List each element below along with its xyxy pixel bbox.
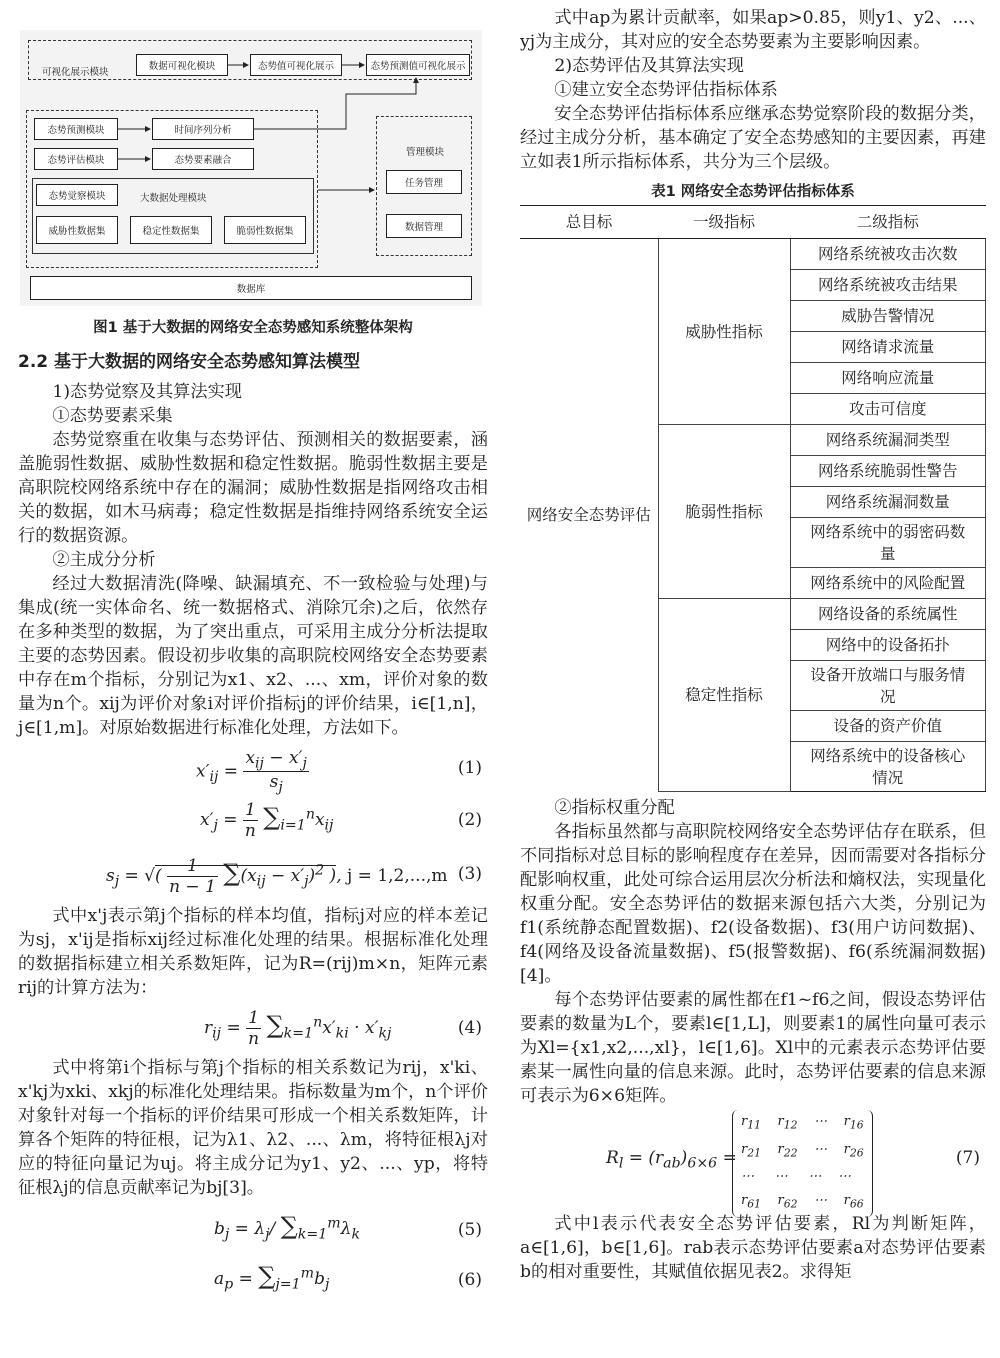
eq-num-1: (1) [457, 758, 482, 778]
predict-vis-box: 态势预测值可视化展示 [366, 54, 470, 76]
value-vis-box: 态势值可视化展示 [250, 54, 342, 76]
para-5: 经过大数据清洗(降噪、缺漏填充、不一致检验与处理)与集成(统一实体命名、统一数据格式、消除冗余)之后，依然存在多种类型的数据，为了突出重点，可采用主成分分析法提取主要的态势因素。假设初步收集的高职院校网络安全态势要素中存在m个指标，分别记为x1、x2、...、xm，评价对象的数量为n个。xij为评价对象i对评价指标j的评价结果，i∈[1,n]，j∈[1,m]。对原始数据进行标准化处理，方法如下。 [18, 574, 488, 738]
task-mgmt-box: 任务管理 [386, 170, 462, 194]
item-cell: 网络系统漏洞数量 [790, 487, 986, 518]
equation-2: $x'_j$ = $\frac{1}{n}$ $\sum_{i=1}^nx_{ij}$ (2) [200, 800, 482, 841]
para-1: 1)态势觉察及其算法实现 [52, 382, 242, 402]
eq-num-2: (2) [457, 810, 482, 830]
eq-num-5: (5) [457, 1220, 482, 1240]
para-6: 式中x'j表示第j个指标的样本均值，指标j对应的样本差记为sj，x'ij是指标xij经过标准化处理的结果。根据标准化处理的数据指标建立相关系数矩阵，记为R=(rij)m×n，矩阵元素rij的计算方法为： [18, 906, 488, 998]
predict-module-box: 态势预测模块 [34, 118, 118, 140]
r-para-2: 2)态势评估及其算法实现 [554, 56, 744, 76]
eq-num-7: (7) [955, 1148, 980, 1168]
group-threat: 威胁性指标 [658, 239, 790, 425]
mgmt-label: 管理模块 [406, 147, 445, 158]
th-level1: 一级指标 [658, 206, 790, 239]
eq-num-3: (3) [457, 864, 482, 884]
indicator-table [520, 205, 986, 792]
right-column [520, 6, 986, 1284]
vis-layer-label: 可视化展示模块 [42, 67, 109, 78]
perceive-module-box: 态势觉察模块 [36, 184, 118, 206]
item-cell: 网络请求流量 [790, 332, 986, 363]
item-cell: 网络系统中的弱密码数量 [790, 518, 986, 568]
architecture-diagram [20, 30, 482, 306]
goal-cell: 网络安全态势评估 [520, 239, 658, 792]
item-cell: 网络响应流量 [790, 363, 986, 394]
database-box: 数据库 [30, 276, 472, 300]
r-para-8: 式中l表示代表安全态势评估要素，Rl为判断矩阵，a∈[1,6]，b∈[1,6]。rab表示态势评估要素a对态势评估要素b的相对重要性，其赋值依据见表2。求得矩 [520, 1214, 986, 1282]
timeseries-box: 时间序列分析 [152, 118, 254, 140]
r-para-3: ①建立安全态势评估指标体系 [554, 80, 778, 100]
item-cell: 威胁告警情况 [790, 301, 986, 332]
data-vis-box: 数据可视化模块 [136, 54, 228, 76]
para-7: 式中将第i个指标与第j个指标的相关系数记为rij，x'ki、x'kj为xki、xkj的标准化处理结果。指标数量为m个，n个评价对象针对每一个指标的评价结果可形成一个相关系数矩阵，计算各个矩阵的特征根，记为λ1、λ2、...、λm，将特征根λj对应的特征向量记为uj。将主成分记为y1、y2、...、yp，将特征根λj的信息贡献率记为bj[3]。 [18, 1058, 488, 1198]
item-cell: 网络系统中的风险配置 [790, 568, 986, 599]
diagram-arrows [20, 30, 482, 306]
item-cell: 网络系统脆弱性警告 [790, 456, 986, 487]
equation-7: $R_l = (r_{ab})_{6\times 6}$ = $r_{11}$ $r_{12}$ ⋯ $r_{16}$ $r_{21}$ $r_{22}$ ⋯ $r_{26}$ ⋯ ⋯ ⋯ ⋯ $r_{61}$ $r_{62}$ ⋯ $r_{66}$ (7) [520, 1108, 986, 1212]
th-level2: 二级指标 [790, 206, 986, 239]
item-cell: 设备的资产价值 [790, 711, 986, 742]
para-4: ②主成分分析 [52, 550, 156, 570]
item-cell: 网络系统中的设备核心情况 [790, 742, 986, 792]
equation-3: $s_j$ = √( $\frac{1}{n - 1}$ $\sum(x_{ij} - x'_j)^2$ ), j = 1,2,...,m (3) [106, 856, 482, 897]
left-column [18, 316, 488, 1306]
r-para-6: 各指标虽然都与高职院校网络安全态势评估存在联系，但不同指标对总目标的影响程度存在差异，因而需要对各指标分配影响权重，此处可综合运用层次分析法和熵权法，实现量化权重分配。安全态势评估的数据来源包括六大类，分别记为f1(系统静态配置数据)、f2(设备数据)、f3(用户访问数据)、f4(网络及设备流量数据)、f5(报警数据)、f6(系统漏洞数据)[4]。 [520, 822, 986, 986]
r-para-7: 每个态势评估要素的属性都在f1~f6之间，假设态势评估要素的数量为L个，要素l∈[1,L]，则要素1的属性向量可表示为Xl={x1,x2,...,xl}，l∈[1,6]。Xl中的元素表示态势评估要素某一属性向量的信息来源。此时，态势评估要素的信息来源可表示为6×6矩阵。 [520, 990, 986, 1106]
item-cell: 网络中的设备拓扑 [790, 630, 986, 661]
para-3: 态势觉察重在收集与态势评估、预测相关的数据要素，涵盖脆弱性数据、威胁性数据和稳定性数据。脆弱性数据主要是高职院校网络系统中存在的漏洞；威胁性数据是指网络攻击相关的数据，如木马病毒；稳定性数据是指维持网络系统安全运行的数据资源。 [18, 430, 488, 546]
item-cell: 设备开放端口与服务情况 [790, 661, 986, 711]
equation-1: $x'_{ij}$ = $\frac{x_{ij} - x'_j}{s_j}$ (1) [196, 748, 482, 796]
item-cell: 网络设备的系统属性 [790, 599, 986, 630]
item-cell: 网络系统被攻击次数 [790, 239, 986, 270]
section-heading: 2.2 基于大数据的网络安全态势感知算法模型 [18, 352, 361, 372]
threat-dataset-box: 威胁性数据集 [36, 216, 118, 244]
vuln-dataset-box: 脆弱性数据集 [224, 216, 306, 244]
r-para-4: 安全态势评估指标体系应继承态势觉察阶段的数据分类，经过主成分分析，基本确定了安全态势感知的主要因素，再建立如表1所示指标体系，共分为三个层级。 [520, 104, 986, 172]
stable-dataset-box: 稳定性数据集 [130, 216, 212, 244]
equation-5: $b_j = \lambda_j/$ $\sum_{k=1}^m\lambda_k$ (5) [214, 1212, 482, 1243]
r-para-5: ②指标权重分配 [554, 798, 675, 818]
figure-caption: 图1 基于大数据的网络安全态势感知系统整体架构 [93, 320, 413, 336]
item-cell: 网络系统被攻击结果 [790, 270, 986, 301]
eq-num-4: (4) [457, 1018, 482, 1038]
assess-module-box: 态势评估模块 [34, 148, 118, 170]
eq-num-6: (6) [457, 1270, 482, 1290]
th-goal: 总目标 [520, 206, 658, 239]
fusion-box: 态势要素融合 [152, 148, 254, 170]
item-cell: 网络系统漏洞类型 [790, 425, 986, 456]
bigdata-label: 大数据处理模块 [140, 193, 207, 204]
item-cell: 攻击可信度 [790, 394, 986, 425]
group-stable: 稳定性指标 [658, 599, 790, 792]
group-vuln: 脆弱性指标 [658, 425, 790, 599]
data-mgmt-box: 数据管理 [386, 214, 462, 238]
para-2: ①态势要素采集 [52, 406, 173, 426]
r-para-1: 式中ap为累计贡献率，如果ap>0.85，则y1、y2、...、yj为主成分，其对应的安全态势要素为主要影响因素。 [520, 8, 986, 52]
equation-6: $a_p = \sum_{j=1}^mb_j$ (6) [214, 1262, 482, 1293]
equation-4: $r_{ij}$ = $\frac{1}{n}$ $\sum_{k=1}^nx'_{ki} \cdot x'_{kj}$ (4) [204, 1008, 482, 1049]
table-caption: 表1 网络安全态势评估指标体系 [651, 184, 855, 200]
